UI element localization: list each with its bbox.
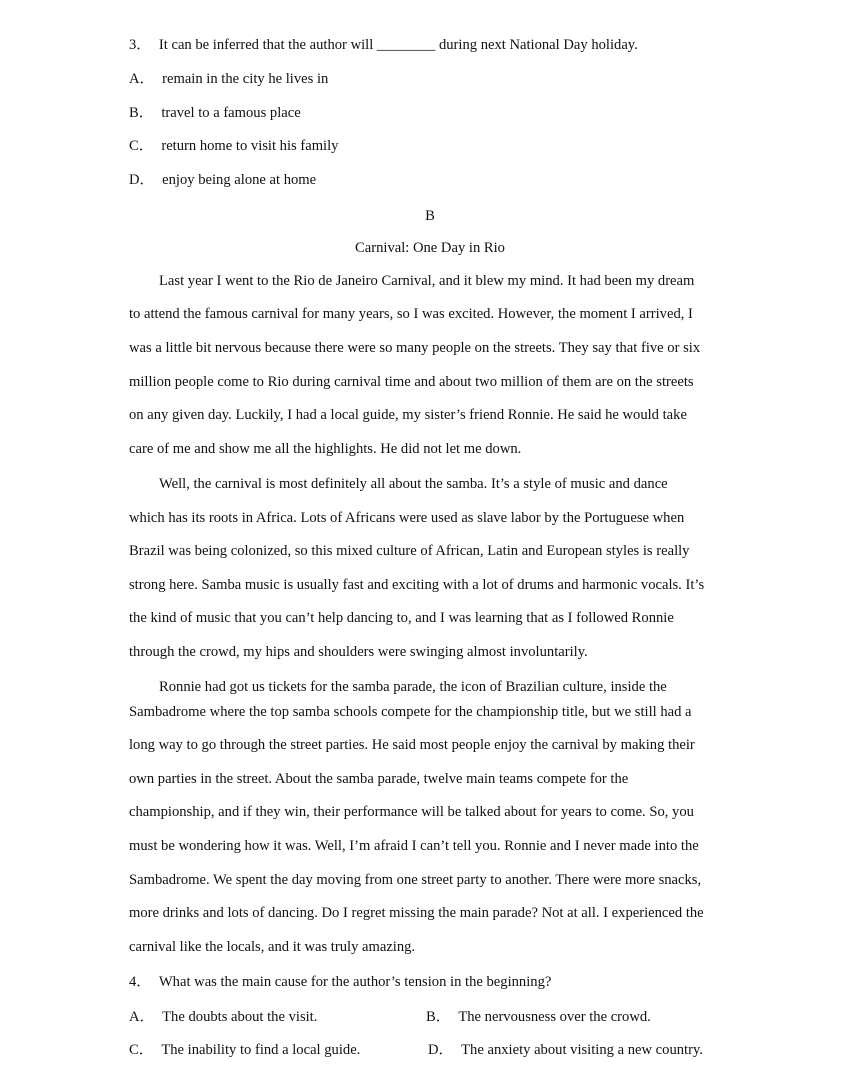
question-text: It can be inferred that the author will ________ during next National Day holiday. <box>158 37 638 53</box>
passage-line: championship, and if they win, their performance will be talked about for years to come. So, you <box>129 804 694 820</box>
option-text: return home to visit his family <box>161 138 339 154</box>
passage-line: carnival like the locals, and it was truly amazing. <box>129 939 416 955</box>
passage-line: care of me and show me all the highlights. He did not let me down. <box>129 441 522 457</box>
passage-line: Brazil was being colonized, so this mixed culture of African, Latin and European styles is really <box>129 543 690 559</box>
option-letter: B． <box>129 105 154 121</box>
option-text: travel to a famous place <box>161 105 301 121</box>
option-b <box>426 1008 651 1026</box>
option-text: remain in the city he lives in <box>162 71 329 87</box>
option-a <box>129 70 328 88</box>
passage-line: must be wondering how it was. Well, I’m afraid I can’t tell you. Ronnie and I never made into the <box>129 838 699 854</box>
passage-line: the kind of music that you can’t help dancing to, and I was learning that as I followed Ronnie <box>129 610 674 626</box>
passage-line: through the crowd, my hips and shoulders were swinging almost involuntarily. <box>129 644 588 660</box>
passage-title: Carnival: One Day in Rio <box>355 240 505 256</box>
option-text: The doubts about the visit. <box>162 1009 318 1025</box>
option-letter: A． <box>129 1009 155 1025</box>
passage-line: was a little bit nervous because there were so many people on the streets. They say that five or six <box>129 340 701 356</box>
option-c <box>129 137 338 155</box>
option-text: The inability to find a local guide. <box>161 1042 361 1058</box>
passage-line: which has its roots in Africa. Lots of Africans were used as slave labor by the Portuguese when <box>129 510 685 526</box>
option-a <box>129 1008 317 1026</box>
question-text: What was the main cause for the author’s tension in the beginning? <box>158 974 552 990</box>
question-4 <box>129 973 551 991</box>
passage-line: on any given day. Luckily, I had a local guide, my sister’s friend Ronnie. He said he would take <box>129 407 687 423</box>
option-d <box>129 171 316 189</box>
passage-line: Last year I went to the Rio de Janeiro Carnival, and it blew my mind. It had been my dream <box>159 273 695 289</box>
section-letter: B <box>425 208 435 224</box>
option-letter: B． <box>426 1009 451 1025</box>
passage-line: Sambadrome where the top samba schools compete for the championship title, but we still had a <box>129 704 692 720</box>
option-text: The anxiety about visiting a new country. <box>461 1042 703 1058</box>
passage-line: more drinks and lots of dancing. Do I regret missing the main parade? Not at all. I experienced the <box>129 905 704 921</box>
option-letter: D． <box>129 172 155 188</box>
option-letter: C． <box>129 1042 154 1058</box>
passage-line: Sambadrome. We spent the day moving from one street party to another. There were more snacks, <box>129 872 702 888</box>
option-b <box>129 104 301 122</box>
passage-line: to attend the famous carnival for many years, so I was excited. However, the moment I arrived, I <box>129 306 693 322</box>
passage-line: Well, the carnival is most definitely all about the samba. It’s a style of music and dance <box>159 476 668 492</box>
option-text: enjoy being alone at home <box>162 172 317 188</box>
option-letter: A． <box>129 71 155 87</box>
question-number: 4． <box>129 974 151 990</box>
passage-line: Ronnie had got us tickets for the samba parade, the icon of Brazilian culture, inside the <box>159 679 667 695</box>
option-text: The nervousness over the crowd. <box>458 1009 651 1025</box>
option-letter: D． <box>428 1042 454 1058</box>
option-d <box>428 1041 703 1059</box>
passage-line: strong here. Samba music is usually fast and exciting with a lot of drums and harmonic vocals. It’s <box>129 577 705 593</box>
passage-line: long way to go through the street parties. He said most people enjoy the carnival by making their <box>129 737 695 753</box>
option-c <box>129 1041 360 1059</box>
question-number: 3． <box>129 37 151 53</box>
option-letter: C． <box>129 138 154 154</box>
passage-line: million people come to Rio during carnival time and about two million of them are on the streets <box>129 374 694 390</box>
question-3 <box>129 36 638 54</box>
passage-line: own parties in the street. About the samba parade, twelve main teams compete for the <box>129 771 629 787</box>
